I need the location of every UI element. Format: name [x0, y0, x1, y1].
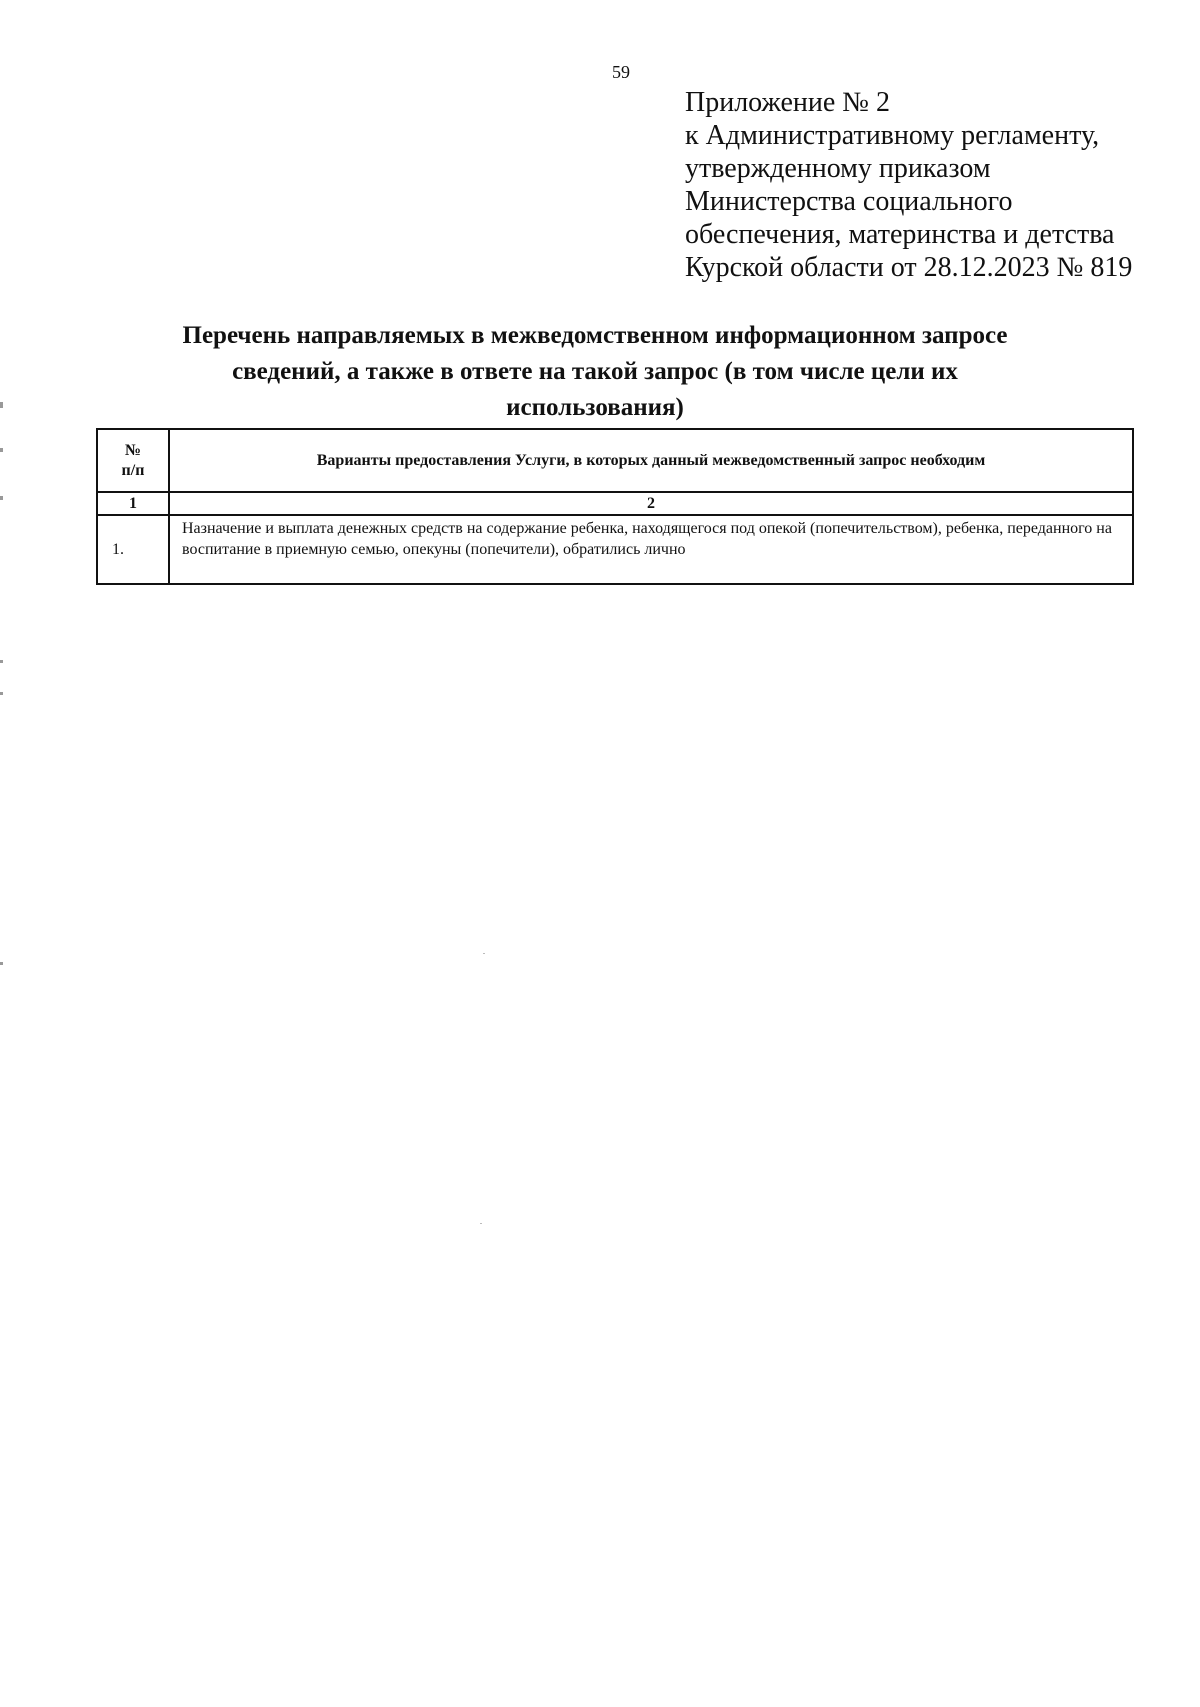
scan-edge-mark	[0, 496, 3, 500]
row-text-cell: Назначение и выплата денежных средств на содержание ребенка, находящегося под опекой (попечительством), ребенка, переданного на воспитание в приемную семью, опекуны (попечители), обратились лично	[169, 515, 1133, 584]
scan-edge-mark	[0, 660, 3, 663]
header-cell-variants: Варианты предоставления Услуги, в которых данный межведомственный запрос необходим	[169, 429, 1133, 492]
row-number-cell: 1.	[97, 515, 169, 584]
column-number-cell: 2	[169, 492, 1133, 515]
scan-edge-mark	[0, 402, 3, 408]
scan-speck	[483, 953, 485, 954]
table-header-row	[97, 429, 1133, 492]
page-number: 59	[612, 62, 630, 82]
header-number-label: п/п	[121, 461, 145, 479]
scan-edge-mark	[0, 692, 3, 695]
request-table	[96, 428, 1134, 585]
column-numbering-row	[97, 492, 1133, 515]
appendix-line: Министерства социального	[685, 186, 1013, 217]
scan-edge-mark	[0, 448, 3, 452]
title-line: использования)	[506, 394, 684, 421]
scan-edge-mark	[0, 962, 3, 965]
column-number-cell: 1	[97, 492, 169, 515]
scan-speck	[480, 1223, 482, 1224]
appendix-header	[685, 86, 1185, 284]
appendix-line: обеспечения, материнства и детства	[685, 219, 1115, 250]
header-number-sign: №	[124, 441, 142, 459]
title-line: Перечень направляемых в межведомственном информационном запросе	[182, 322, 1008, 349]
appendix-line: Приложение № 2	[685, 87, 890, 118]
document-title	[95, 318, 1095, 426]
title-line: сведений, а также в ответе на такой запрос (в том числе цели их	[232, 358, 958, 385]
header-cell-number	[97, 429, 169, 492]
appendix-line: утвержденному приказом	[685, 153, 991, 184]
appendix-line: Курской области от 28.12.2023 № 819	[685, 252, 1133, 283]
table-row	[97, 515, 1133, 584]
appendix-line: к Административному регламенту,	[685, 120, 1100, 151]
